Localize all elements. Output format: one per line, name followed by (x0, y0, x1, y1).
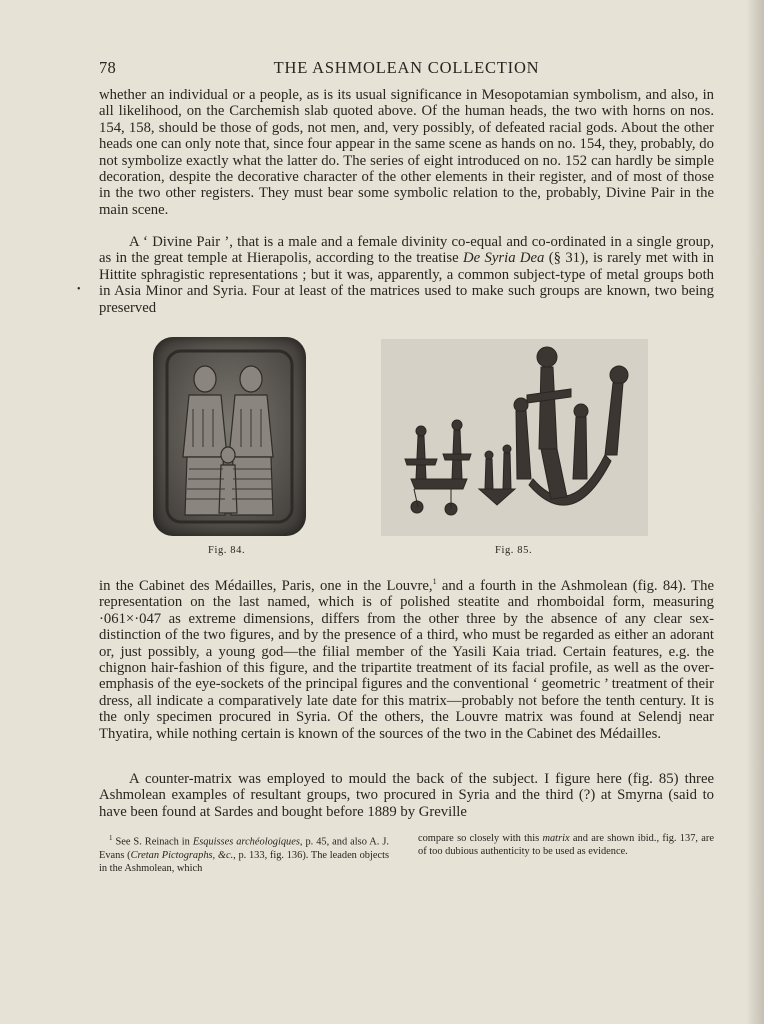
footnote-right-italic: matrix (542, 833, 570, 844)
figure-85-metal-groups-image (381, 339, 648, 536)
paragraph-3-text-a: in the Cabinet des Médailles, Paris, one in the Louvre, (99, 577, 433, 594)
figure-84-caption: Fig. 84. (208, 545, 246, 556)
treatise-title: De Syria Dea (463, 250, 545, 267)
footnote-mark: 1 (109, 834, 113, 842)
figure-84-matrix-image (153, 337, 306, 536)
footnote-right-text-a: compare so closely with this (418, 833, 543, 844)
footnote-right-text-b: and are shown ibid., fig. 137, are of too dubious authenticity to be used as evidence. (418, 833, 714, 858)
paragraph-2 (99, 234, 714, 316)
margin-mark: • (77, 284, 81, 295)
footnote-text-b: , p. 45, and also A. J. Evans ( (99, 836, 389, 861)
paragraph-2-text-a: A ‘ Divine Pair ’, that is a male and a female divinity co-equal and co-ordinated in a single group, as in the great temple at Hierapolis, according to the treatise (99, 234, 714, 267)
running-header (99, 58, 714, 80)
paragraph-3-text-b: and a fourth in the Ashmolean (fig. 84). The representation on the last named, which is of polished steatite and rhomboidal form, measuring ·061×·047 as extreme dimensions, differs from the other three by the absence of any clear sex-distinction of the two figures, and by the presence of a third, who must be regarded as either an adorant or, just possibly, a young god—the filial member of the Yasili Kaia triad. Certain features, e.g. the chignon hair-fashion of this figure, and the tripartite treatment of its facial profile, as well as the over-emphasis of the eye-sockets of the principal figures and the conventional ‘ geometric ’ treatment of their dress, all indicate a comparatively late date for this matrix—probably not before the tenth century. It is the only specimen procured in Syria. Of the others, the Louvre matrix was found at Selendj near Thyatira, while nothing certain is known of the sources of the two in the Cabinet des Médailles. (99, 577, 714, 742)
matrix-relief-illustration (153, 337, 306, 536)
page-edge-shadow (746, 0, 764, 1024)
footnote-text-a: See S. Reinach in (112, 836, 193, 848)
running-title: THE ASHMOLEAN COLLECTION (273, 58, 540, 77)
paragraph-4 (99, 771, 714, 820)
footnote-left-column (99, 832, 389, 875)
footnote-text-c: , p. 133, fig. 136). The leaden objects in the Ashmolean, which (99, 849, 390, 874)
page-number: 78 (99, 58, 117, 77)
paragraph-4-text: A counter-matrix was employed to mould the back of the subject. I figure here (fig. 85) three Ashmolean examples of resultant groups, two procured in Syria and the third (?) at Smyrna (said to have been found at Sardes and bought before 1889 by Greville (99, 771, 714, 820)
footnote-italic-1: Esquisses archéologiques (192, 836, 300, 848)
footnote-italic-2: Cretan Pictographs, &c. (130, 849, 234, 861)
figure-85-caption: Fig. 85. (495, 545, 533, 556)
footnote-right-column (418, 832, 714, 858)
paragraph-1: whether an individual or a people, as is its usual significance in Mesopotamian symbolism, and also, in all likelihood, on the Carchemish slab quoted above. Of the human heads, the two with horns on nos. 154, 158, should be those of gods, not men, and, very possibly, of defeated racial gods. About the other heads one can only note that, since four appear in the same scene as hands on no. 154, they, probably, do not symbolize exactly what the latter do. The series of eight introduced on no. 152 can hardly be simple decoration, despite the decorative character of the other elements in their register, and of most of those in the two other registers. They must bear some symbolic relation to the, probably, Divine Pair in the main scene. (99, 87, 714, 218)
paragraph-2-text-b: (§ 31), is rarely met with in Hittite sphragistic representations ; but it was, apparently, a common subject-type of metal groups both in Asia Minor and Syria. Four at least of the matrices used to make such groups are known, two being preserved (99, 250, 714, 316)
footnote-reference[interactable]: 1 (432, 577, 437, 586)
metal-groups-illustration (381, 339, 648, 536)
paragraph-3 (99, 574, 714, 742)
